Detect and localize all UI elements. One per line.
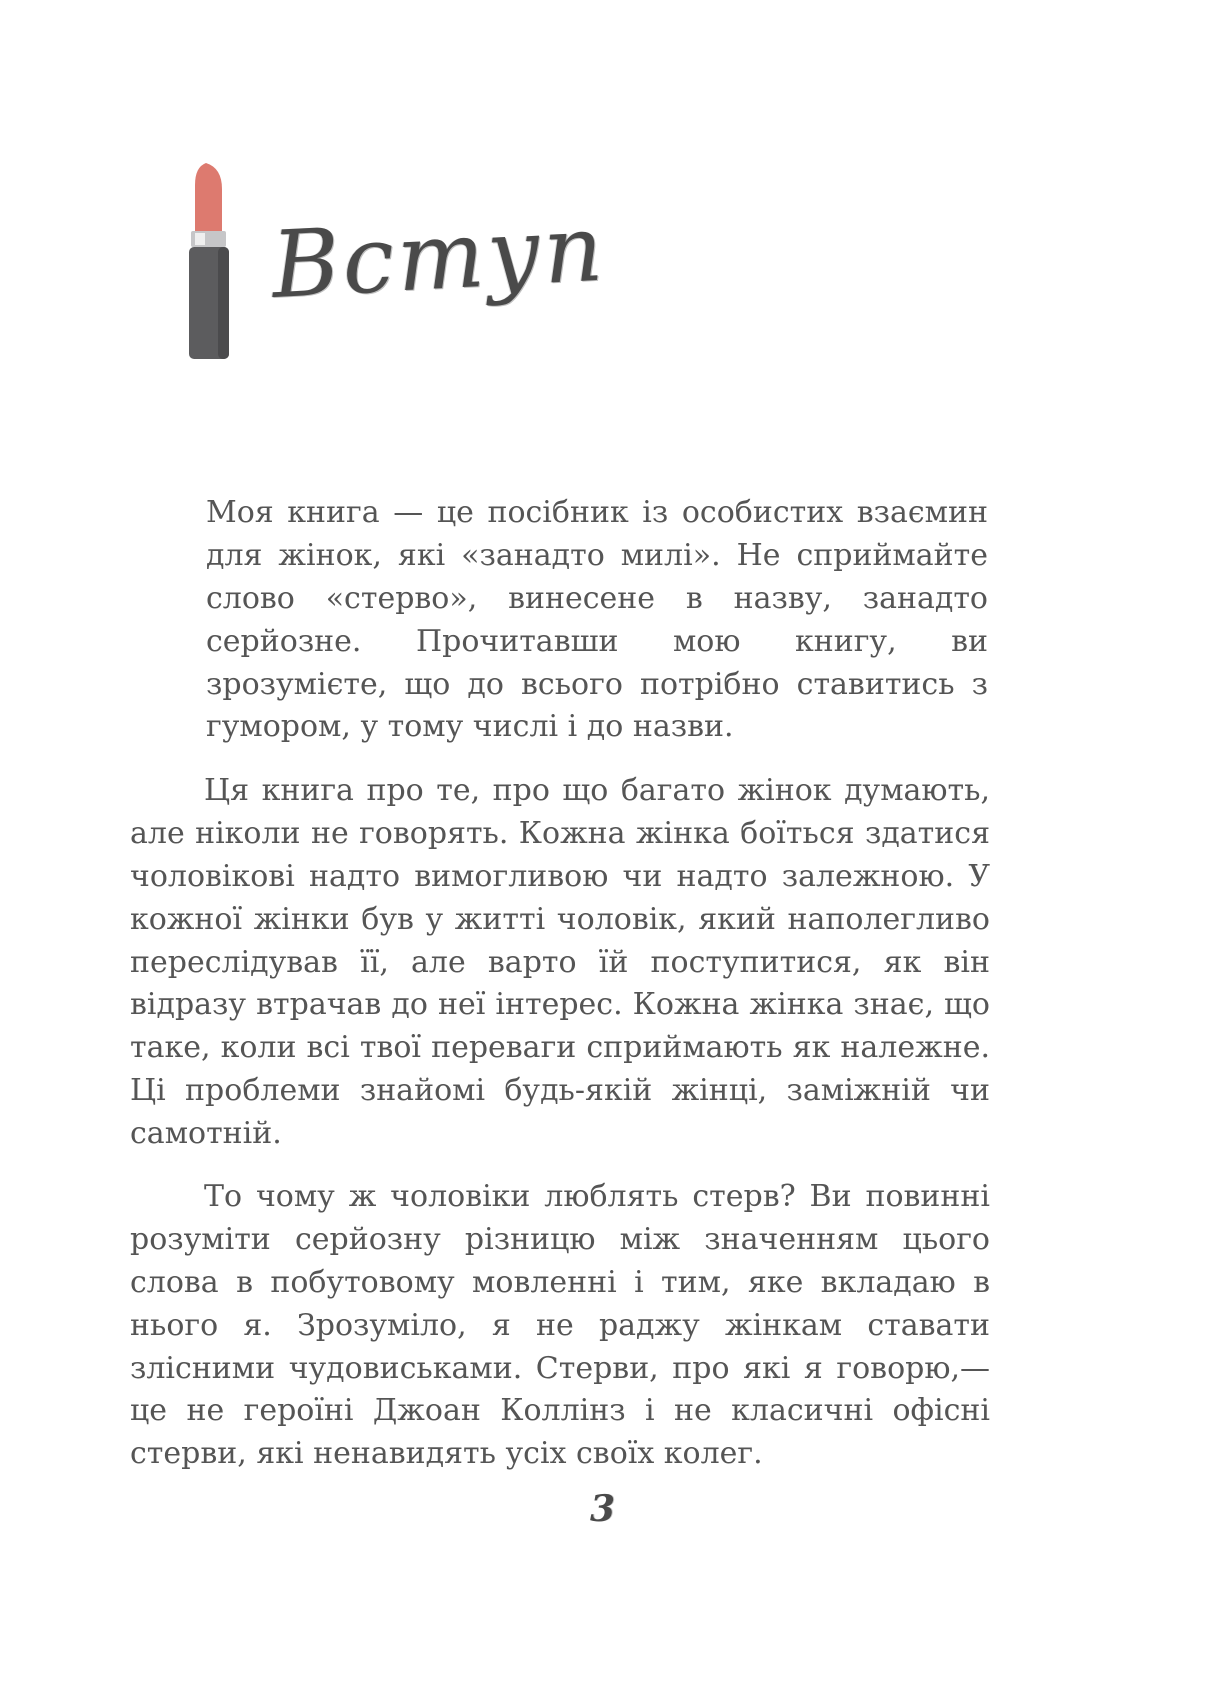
- epigraph-paragraph: Моя книга — це посібник із особистих взаємин для жінок, які «занадто милі». Не сприймайте слово «стерво», винесене в назву, занадто серйозне. Прочитавши мою книгу, ви зрозумієте, що до всього потрібно ставитись з гумором, у тому числі і до назви.: [206, 495, 988, 745]
- lipstick-icon-svg: [178, 155, 240, 365]
- lipstick-band-highlight: [195, 233, 205, 245]
- page-number: 3: [589, 1488, 616, 1530]
- chapter-title: Вступ: [269, 194, 609, 319]
- paragraph-1: Ця книга про те, про що багато жінок думають, але ніколи не говорять. Кожна жінка боїться здатися чоловікові надто вимогливою чи надто залежною. У кожної жінки був у житті чоловік, який наполегливо переслідував її, але варто їй поступитися, як він відразу втрачав до неї інтерес. Кожна жінка знає, що таке, коли всі твої переваги сприймають як належне. Ці проблеми знайомі будь-якій жінці, заміжній чи самотній.: [130, 773, 990, 1152]
- body-text: [130, 770, 990, 1496]
- lipstick-icon: [178, 155, 240, 365]
- paragraph-2: То чому ж чоловіки люблять стерв? Ви повинні розуміти серйозну різницю між значенням цього слова в побутовому мовленні і тим, яке вкладаю в нього я. Зрозуміло, я не раджу жінкам ставати злісними чудовиськами. Стерви, про які я говорю,— це не героїні Джоан Коллінз і не класичні офісні стерви, які ненавидять усіх своїх колег.: [130, 1179, 990, 1472]
- lipstick-body-shadow: [218, 247, 229, 359]
- lipstick-tip: [195, 163, 222, 231]
